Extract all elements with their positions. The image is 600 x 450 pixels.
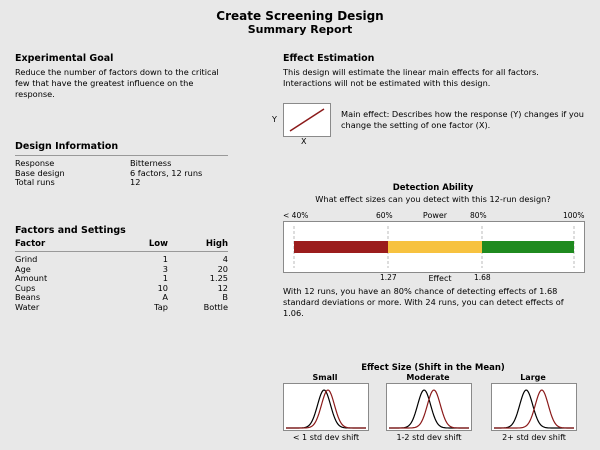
baseline-distribution-curve [389,390,469,428]
factor-name: Beans [15,292,41,303]
power-chart-svg [284,222,584,272]
panel-moderate [386,383,472,431]
factor-low: 1 [162,254,168,264]
table-row [15,303,228,313]
factors-heading: Factors and Settings [15,225,126,236]
goal-text: Reduce the number of factors down to the critical few that have the greatest influence on the response. [15,67,219,99]
effect-tick: 1.68 [474,273,491,282]
baseline-distribution-curve [286,390,366,428]
report-title: Create Screening Design [216,9,384,23]
design-info-key: Base design [15,167,65,178]
design-info-heading: Design Information [15,141,119,152]
factor-name: Cups [15,282,36,293]
factor-low: 1 [162,273,168,284]
design-info-value: 6 factors, 12 runs [130,167,203,178]
panel-label-large: Large [520,373,546,382]
design-info-key: Response [15,158,55,168]
power-tick: 80% [470,211,487,220]
design-info-key: Total runs [15,177,55,187]
main-effect-text: Main effect: Describes how the response (Y) changes if you change the setting of one factor (X). [341,109,584,130]
factor-name: Grind [15,254,38,264]
moderate-shift-curves [387,384,471,430]
factors-table-wrap [15,238,228,313]
small-shift-curves [284,384,368,430]
shifted-distribution-curve [389,390,469,428]
caption-moderate: 1-2 std dev shift [396,433,462,442]
shifted-distribution-curve [494,390,574,428]
panel-small [283,383,369,431]
factor-low: 3 [162,263,168,274]
power-segment-high [482,241,574,253]
detection-summary: With 12 runs, you have an 80% chance of detecting effects of 1.68 standard deviations or more. With 24 runs, you can detect effects of 1.06. [283,286,564,318]
panel-label-small: Small [312,373,338,382]
col-high: High [205,238,228,249]
power-axis-label: Power [422,211,448,220]
detection-question: What effect sizes can you detect with this 12-run design? [315,194,551,204]
effect-estimation-text: This design will estimate the linear main effects for all factors. Interactions will not be estimated with this design. [283,67,539,88]
table-row [15,274,228,284]
icon-x-label: X [301,137,307,146]
effect-size-heading: Effect Size (Shift in the Mean) [361,363,505,373]
power-tick: 60% [376,211,393,220]
factor-high: 12 [217,282,228,293]
design-info-value: Bitterness [130,158,172,168]
factor-high: 4 [222,254,228,264]
factor-low: 10 [157,282,168,293]
power-chart [283,221,585,273]
main-effect-line-icon [284,104,330,136]
power-segment-low [294,241,388,253]
table-row [15,284,228,294]
power-segment-mid [388,241,482,253]
design-info-table [15,159,202,188]
factor-name: Amount [15,273,48,284]
panel-large [491,383,577,431]
factor-name: Age [15,263,31,274]
icon-y-label: Y [272,115,277,124]
factor-low: Tap [154,301,168,312]
table-row [15,293,228,303]
design-info-rule [15,155,228,156]
caption-small: < 1 std dev shift [292,433,360,442]
detection-heading: Detection Ability [392,183,474,193]
col-factor: Factor [15,238,46,249]
caption-large: 2+ std dev shift [502,433,566,442]
factors-table [15,238,228,313]
effect-axis-label: Effect [428,274,452,283]
factor-name: Water [15,301,40,312]
panel-label-moderate: Moderate [406,373,450,382]
effect-estimation-heading: Effect Estimation [283,53,375,64]
effect-tick: 1.27 [380,273,397,282]
factor-high: B [222,292,228,303]
factors-header-row [15,238,228,252]
col-low: Low [148,238,168,249]
design-info-row [15,178,202,188]
table-row [15,255,228,265]
goal-heading: Experimental Goal [15,53,114,64]
factor-low: A [162,292,168,303]
design-info-value: 12 [130,177,141,187]
power-tick: 100% [563,211,585,220]
power-tick: < 40% [283,211,309,220]
large-shift-curves [492,384,576,430]
factor-high: 1.25 [209,273,228,284]
factor-high: Bottle [203,301,228,312]
shifted-distribution-curve [286,390,366,428]
main-effect-icon [283,103,331,137]
factor-high: 20 [217,263,228,274]
report-subtitle: Summary Report [247,23,353,36]
